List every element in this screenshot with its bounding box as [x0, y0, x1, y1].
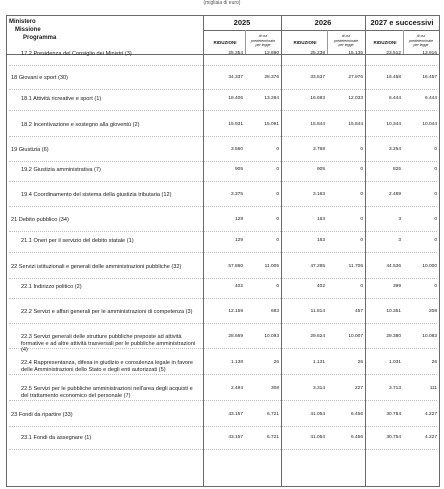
row-separator	[9, 400, 437, 401]
predeterminate-value: 28.376	[264, 75, 279, 80]
row-label: 22 Servizi istituzionali e generali delle amministrazioni pubbliche (32)	[11, 264, 182, 270]
riduzioni-value: 41.054	[310, 435, 325, 440]
row-label: 18.1 Attività ricreative e sport (1)	[21, 96, 102, 102]
riduzioni-value: 16.458	[386, 75, 401, 80]
predeterminate-value: 0	[360, 192, 363, 197]
col-riduzioni-2026: RIDUZIONI	[293, 40, 317, 45]
riduzioni-value: 1.131	[312, 360, 325, 365]
riduzioni-value: 3.768	[312, 147, 325, 152]
riduzioni-value: 15.931	[228, 122, 243, 127]
row-label: 22.1 Indirizzo politico (2)	[21, 284, 82, 290]
riduzioni-value: 18.406	[228, 96, 243, 101]
column-rule	[203, 16, 204, 486]
col-riduzioni-2027: RIDUZIONI	[373, 40, 397, 45]
predeterminate-value: 0	[434, 192, 437, 197]
row-label: 17.2 Presidenza del Consiglio dei Ministri (3)	[21, 51, 132, 57]
predeterminate-value: 4.227	[424, 435, 437, 440]
header-missione: Missione	[15, 27, 41, 33]
riduzioni-value: 3.560	[230, 147, 243, 152]
riduzioni-value: 28.669	[228, 334, 243, 339]
predeterminate-value: 0	[360, 217, 363, 222]
row-label: 19 Giustizia (6)	[11, 147, 49, 153]
riduzioni-value: 905	[234, 167, 243, 172]
riduzioni-value: 3.163	[312, 192, 325, 197]
predeterminate-value: 11.005	[264, 264, 279, 269]
riduzioni-value: 43.157	[228, 412, 243, 417]
column-rule	[365, 16, 366, 486]
riduzioni-value: 129	[234, 238, 243, 243]
predeterminate-value: 11.706	[348, 264, 363, 269]
predeterminate-value: 0	[276, 147, 279, 152]
predeterminate-value: 0	[434, 238, 437, 243]
row-separator	[9, 374, 437, 375]
row-label: 19.4 Coordinamento del sistema della giustizia tributaria (12)	[21, 192, 172, 198]
predeterminate-value: 10.000	[422, 264, 437, 269]
row-label: 22.2 Servizi e affari generali per le amministrazioni di competenza (3)	[21, 309, 193, 315]
row-separator	[9, 181, 437, 182]
row-label: 22.5 Servizi per le pubbliche amministrazioni nell'area degli acquisti e del trattamento economico del personale (7)	[21, 386, 193, 399]
predeterminate-value: 457	[354, 309, 363, 314]
row-separator	[9, 426, 437, 427]
riduzioni-value: 16.693	[310, 96, 325, 101]
riduzioni-value: 29.380	[386, 334, 401, 339]
row-label: 22.4 Rappresentanza, difesa in giudizio e consulenza legale in favore delle Amministrazioni dello Stato e degli enti autorizzati (5)	[21, 360, 193, 373]
predeterminate-value: 6.444	[424, 96, 437, 101]
predeterminate-value: 0	[276, 192, 279, 197]
row-separator	[9, 231, 437, 232]
predeterminate-value: 0	[276, 284, 279, 289]
header-hierarchy	[9, 18, 56, 42]
predeterminate-value: 0	[434, 217, 437, 222]
row-separator	[9, 89, 437, 90]
riduzioni-value: 1.031	[388, 360, 401, 365]
predeterminate-value: 26	[273, 360, 279, 365]
predeterminate-value: 10.093	[264, 334, 279, 339]
riduzioni-value: 825	[392, 167, 401, 172]
row-separator	[9, 348, 437, 349]
year-2027-plus: 2027 e successivi	[370, 18, 434, 27]
riduzioni-value: 11.814	[310, 309, 325, 314]
predeterminate-value: 0	[276, 167, 279, 172]
year-2025: 2025	[233, 18, 251, 27]
riduzioni-value: 3.314	[312, 386, 325, 391]
riduzioni-value: 402	[234, 284, 243, 289]
predeterminate-value: 10.083	[422, 334, 437, 339]
header-programma: Programma	[23, 35, 57, 41]
predeterminate-value: 0	[276, 217, 279, 222]
col-pred-2027: di cui predeterminate per legge	[408, 34, 434, 48]
predeterminate-value: 0	[434, 284, 437, 289]
predeterminate-value: 0	[360, 238, 363, 243]
row-label: 21.1 Oneri per il servizio del debito statale (1)	[21, 238, 134, 244]
riduzioni-value: 10.344	[386, 122, 401, 127]
predeterminate-value: 0	[360, 167, 363, 172]
predeterminate-value: 227	[354, 386, 363, 391]
col-pred-2026: di cui predeterminate per legge	[333, 34, 359, 48]
row-separator	[9, 206, 437, 207]
row-label: 23 Fondi da ripartire (33)	[11, 412, 73, 418]
reductions-table	[6, 15, 440, 487]
riduzioni-value: 1.138	[230, 360, 243, 365]
riduzioni-value: 3	[398, 217, 401, 222]
predeterminate-value: 208	[428, 309, 437, 314]
predeterminate-value: 0	[276, 238, 279, 243]
predeterminate-value: 13.890	[264, 51, 279, 56]
riduzioni-value: 23.512	[386, 51, 401, 56]
riduzioni-value: 163	[316, 238, 325, 243]
riduzioni-value: 2.489	[388, 192, 401, 197]
row-separator	[9, 252, 437, 253]
predeterminate-value: 15.844	[348, 122, 363, 127]
predeterminate-value: 13.916	[422, 51, 437, 56]
divider	[327, 30, 328, 54]
predeterminate-value: 0	[434, 167, 437, 172]
predeterminate-value: 0	[360, 284, 363, 289]
predeterminate-value: 27.976	[348, 75, 363, 80]
row-separator	[9, 449, 437, 450]
row-separator	[9, 298, 437, 299]
riduzioni-value: 44.536	[386, 264, 401, 269]
riduzioni-value: 41.054	[310, 412, 325, 417]
col-riduzioni-2025: RIDUZIONI	[213, 40, 237, 45]
riduzioni-value: 6.444	[388, 96, 401, 101]
riduzioni-value: 57.860	[228, 264, 243, 269]
predeterminate-value: 308	[270, 386, 279, 391]
riduzioni-value: 30.754	[386, 435, 401, 440]
row-label: 22.3 Servizi generali delle strutture pubbliche preposte ad attività formative e ad altre attività trasversali per le pubbliche amministrazioni (4)	[21, 334, 196, 354]
riduzioni-value: 402	[316, 284, 325, 289]
predeterminate-value: 4.227	[424, 412, 437, 417]
predeterminate-value: 0	[360, 147, 363, 152]
year-2026: 2026	[314, 18, 332, 27]
riduzioni-value: 30.754	[386, 412, 401, 417]
row-label: 18.2 Incentivazione e sostegno alla gioventù (2)	[21, 122, 140, 128]
row-separator	[9, 278, 437, 279]
predeterminate-value: 6.456	[350, 435, 363, 440]
row-separator	[9, 136, 437, 137]
riduzioni-value: 3.375	[230, 192, 243, 197]
predeterminate-value: 6.456	[350, 412, 363, 417]
riduzioni-value: 25.354	[228, 51, 243, 56]
predeterminate-value: 15.136	[348, 51, 363, 56]
predeterminate-value: 26	[431, 360, 437, 365]
riduzioni-value: 3	[398, 238, 401, 243]
riduzioni-value: 47.285	[310, 264, 325, 269]
predeterminate-value: 16.457	[422, 75, 437, 80]
riduzioni-value: 2.494	[230, 386, 243, 391]
col-pred-2025: di cui predeterminate per legge	[250, 34, 276, 48]
predeterminate-value: 12.033	[348, 96, 363, 101]
predeterminate-value: 10.007	[348, 334, 363, 339]
row-label: 19.2 Giustizia amministrativa (7)	[21, 167, 101, 173]
column-rule	[281, 16, 282, 486]
predeterminate-value: 0	[434, 147, 437, 152]
riduzioni-value: 10.351	[386, 309, 401, 314]
predeterminate-value: 683	[270, 309, 279, 314]
riduzioni-value: 905	[316, 167, 325, 172]
predeterminate-value: 26	[357, 360, 363, 365]
table-header	[7, 16, 439, 55]
riduzioni-value: 29.624	[310, 334, 325, 339]
predeterminate-value: 6.721	[266, 412, 279, 417]
row-separator	[9, 110, 437, 111]
predeterminate-value: 6.721	[266, 435, 279, 440]
riduzioni-value: 43.157	[228, 435, 243, 440]
header-ministero: Ministero	[9, 19, 36, 25]
predeterminate-value: 13.284	[264, 96, 279, 101]
riduzioni-value: 3.713	[388, 386, 401, 391]
riduzioni-value: 12.159	[228, 309, 243, 314]
predeterminate-value: 111	[429, 386, 437, 391]
row-label: 23.1 Fondi da assegnare (1)	[21, 435, 92, 441]
row-label: 21 Debito pubblico (34)	[11, 217, 69, 223]
riduzioni-value: 15.844	[310, 122, 325, 127]
table-caption: (migliaia di euro)	[203, 0, 241, 6]
riduzioni-value: 399	[392, 284, 401, 289]
riduzioni-value: 163	[316, 217, 325, 222]
row-separator	[9, 161, 437, 162]
riduzioni-value: 34.337	[228, 75, 243, 80]
row-separator	[9, 65, 437, 66]
riduzioni-value: 129	[234, 217, 243, 222]
predeterminate-value: 15.091	[264, 122, 279, 127]
row-label: 18 Giovani e sport (30)	[11, 75, 68, 81]
riduzioni-value: 3.254	[388, 147, 401, 152]
row-separator	[9, 323, 437, 324]
predeterminate-value: 10.044	[422, 122, 437, 127]
riduzioni-value: 33.537	[310, 75, 325, 80]
riduzioni-value: 25.238	[310, 51, 325, 56]
